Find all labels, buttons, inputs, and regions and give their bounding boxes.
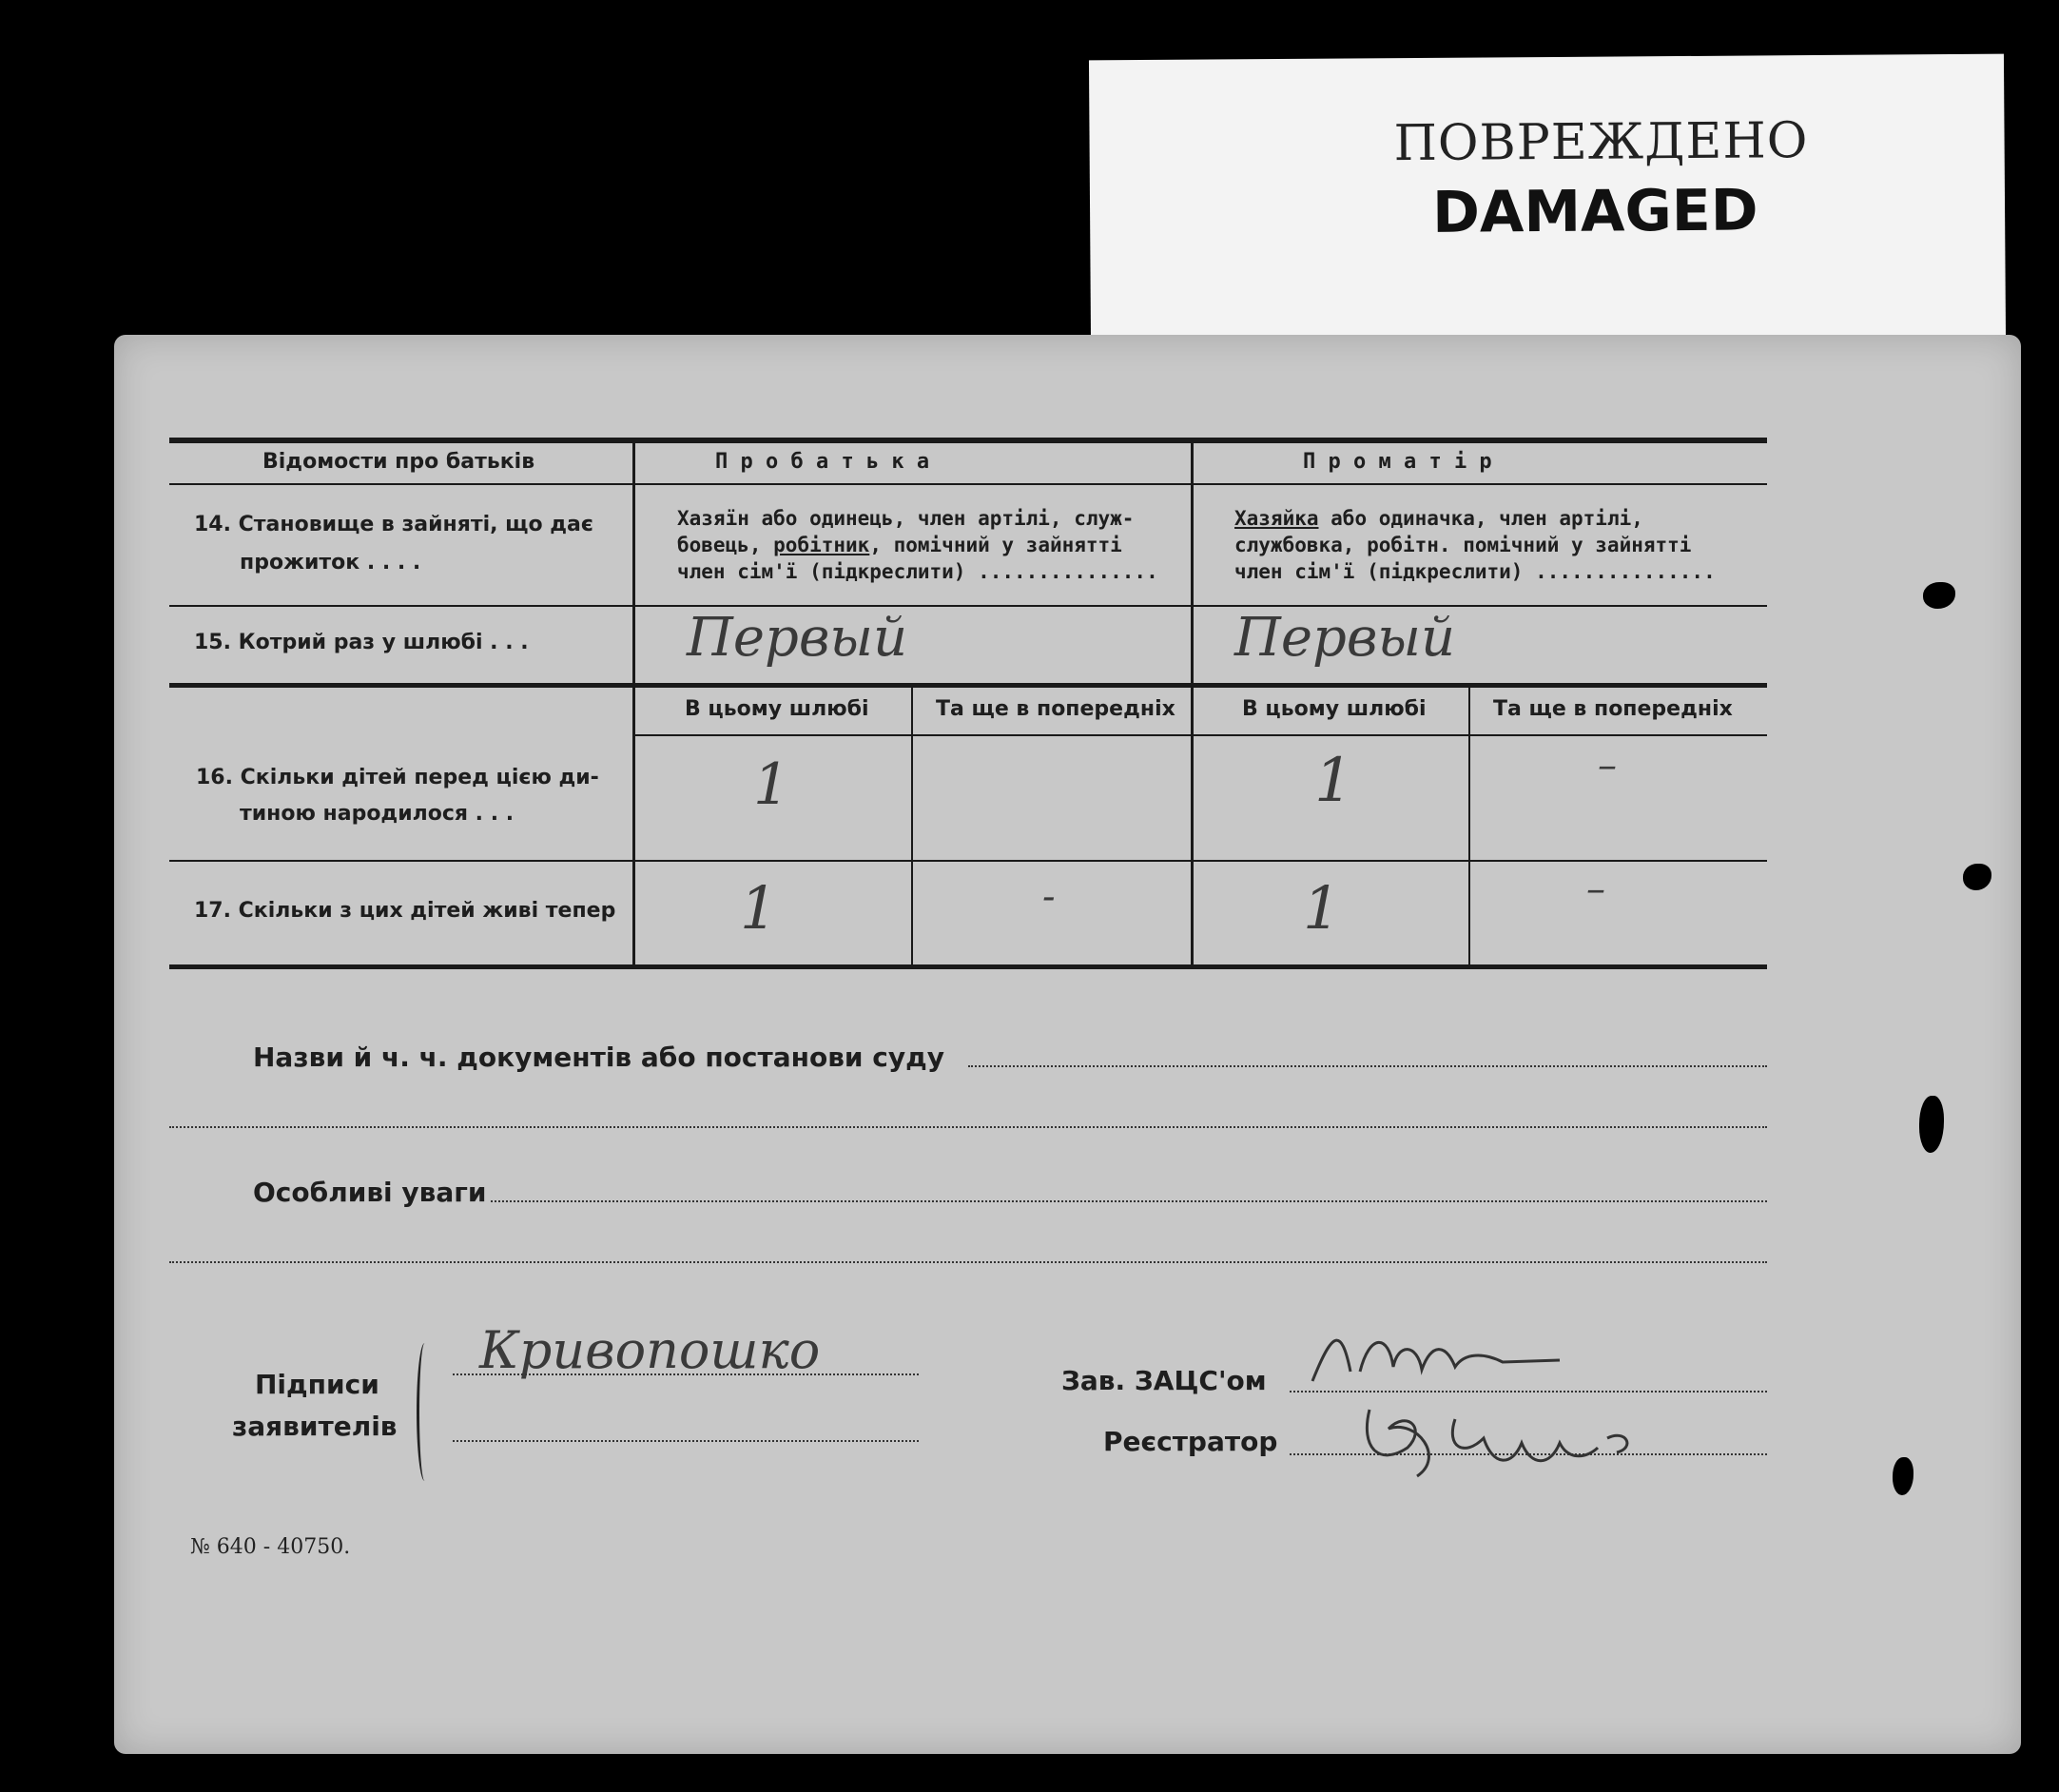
row14-father-line1: Хазяїн або одинець, член артілі, служ- — [677, 507, 1135, 530]
remarks-label: Особливі уваги — [253, 1177, 487, 1208]
applicants-bracket — [417, 1343, 433, 1481]
row16-father-this: 1 — [753, 751, 790, 818]
row17-label: 17. Скільки з цих дітей живі тепер — [194, 899, 616, 923]
col-divider-father-sub — [911, 688, 913, 968]
applicants-label-line2: заявителів — [232, 1411, 398, 1442]
subheader-father-previous: Та ще в попередніх — [936, 697, 1175, 721]
registrar-label: Реєстратор — [1103, 1426, 1278, 1457]
documents-line-2 — [169, 1126, 1767, 1128]
row16-label-line2: тиною народилося . . . — [240, 802, 515, 826]
damaged-stamp-slip — [1089, 54, 2006, 346]
subheader-bottom-rule — [635, 734, 1767, 736]
head-signature — [1303, 1315, 1579, 1400]
registrar-signature — [1350, 1391, 1655, 1495]
remarks-line-1 — [491, 1200, 1767, 1202]
header-parents-info: Відомости про батьків — [262, 450, 535, 474]
documents-line-1 — [968, 1065, 1767, 1067]
row16-bottom-rule — [169, 860, 1767, 862]
header-bottom-rule — [169, 483, 1767, 485]
row14-label-line1: 14. Становище в зайняті, що дає — [194, 513, 593, 536]
documents-label: Назви й ч. ч. документів або постанови суду — [253, 1042, 945, 1073]
row14-mother-selected: Хазяйка — [1234, 507, 1319, 530]
applicant-signature: Кривопошко — [479, 1320, 821, 1380]
row17-mother-prev: – — [1586, 867, 1605, 911]
damage-hole — [1919, 1096, 1944, 1153]
row17-mother-this: 1 — [1303, 873, 1341, 943]
header-about-father: П р о б а т ь к а — [715, 450, 930, 474]
row14-mother-line1 — [1234, 506, 1643, 532]
applicants-label-line1: Підписи — [255, 1369, 379, 1400]
header-about-mother: П р о м а т і р — [1303, 450, 1492, 474]
col-divider-1 — [632, 443, 635, 968]
row14-father-selected: робітник — [773, 534, 870, 556]
row17-father-prev: - — [1042, 875, 1056, 919]
row15-father-value: Первый — [687, 607, 908, 669]
table-top-rule — [169, 438, 1767, 443]
damage-hole — [1923, 582, 1955, 609]
row15-label: 15. Котрий раз у шлюбі . . . — [194, 631, 529, 654]
row14-mother-line1-b: або одиначка, член артілі, — [1318, 507, 1643, 530]
row14-label-line2: прожиток . . . . — [240, 551, 421, 575]
row14-mother-line3: член сім'ї (підкреслити) ............... — [1234, 560, 1716, 583]
row14-mother-line2: службовка, робітн. помічний у зайнятті — [1234, 534, 1692, 556]
head-of-registry-label: Зав. ЗАЦС'ом — [1061, 1365, 1267, 1396]
row16-mother-this: 1 — [1314, 746, 1353, 816]
col-divider-2 — [1191, 443, 1194, 968]
form-sheet — [114, 335, 2021, 1754]
row15-bottom-rule — [169, 683, 1767, 688]
form-number: № 640 - 40750. — [190, 1535, 351, 1559]
row16-label-line1: 16. Скільки дітей перед цією ди- — [196, 766, 599, 789]
damage-hole — [1963, 864, 1991, 890]
col-divider-mother-sub — [1468, 688, 1470, 968]
row16-mother-prev: – — [1598, 744, 1617, 788]
row14-father-line2-c: , помічний у зайнятті — [869, 534, 1122, 556]
subheader-mother-previous: Та ще в попередніх — [1493, 697, 1733, 721]
applicant-signature-line-1 — [453, 1373, 919, 1375]
row14-father-line2-a: бовець, — [677, 534, 774, 556]
subheader-father-this-marriage: В цьому шлюбі — [685, 697, 869, 721]
row17-father-this: 1 — [740, 873, 778, 943]
stamp-text-ru: ПОВРЕЖДЕНО — [1393, 112, 1809, 173]
table-bottom-rule — [169, 964, 1767, 969]
remarks-line-2 — [169, 1261, 1767, 1263]
row14-father-line2 — [677, 533, 1122, 558]
stamp-text-en: DAMAGED — [1431, 177, 1758, 246]
row14-bottom-rule — [169, 605, 1767, 607]
row14-father-line3: член сім'ї (підкреслити) ............... — [677, 560, 1158, 583]
damage-hole — [1893, 1457, 1913, 1495]
applicant-signature-line-2 — [453, 1440, 919, 1442]
row15-mother-value: Первый — [1234, 607, 1456, 669]
subheader-mother-this-marriage: В цьому шлюбі — [1242, 697, 1427, 721]
